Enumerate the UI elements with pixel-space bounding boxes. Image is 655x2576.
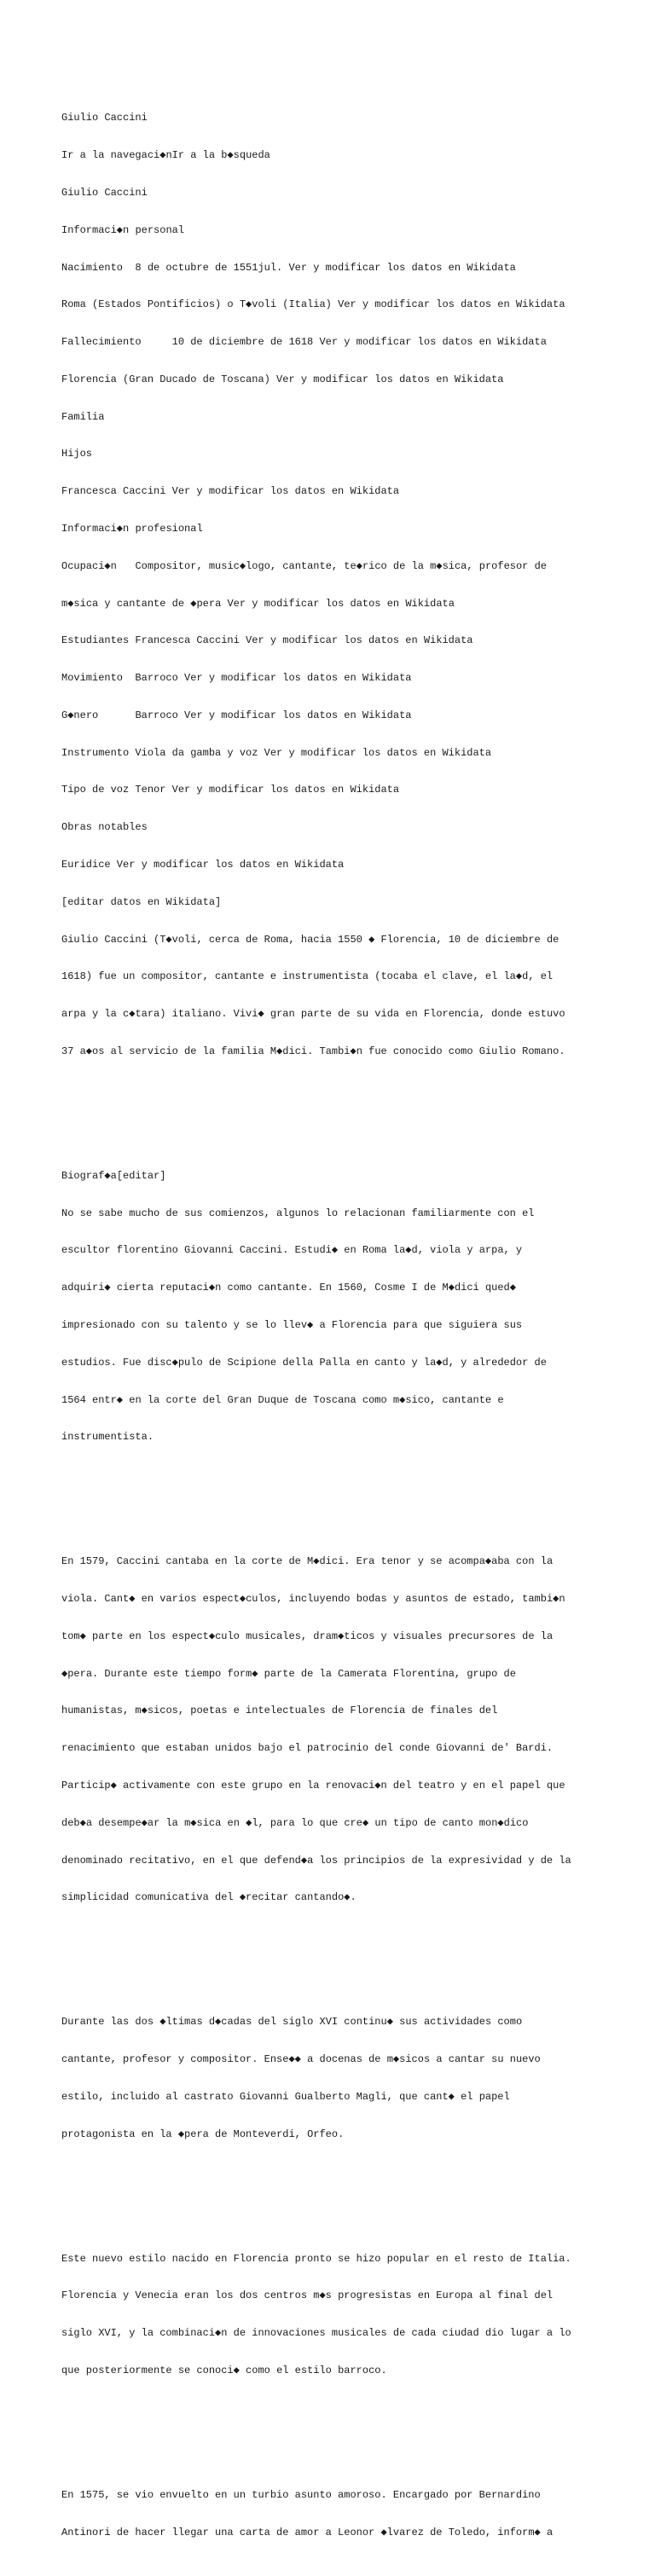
text-line: Florencia (Gran Ducado de Toscana) Ver y modificar los datos en Wikidata (61, 373, 504, 385)
text-line: que posteriormente se conoci◆ como el estilo barroco. (61, 2364, 387, 2376)
text-line: simplicidad comunicativa del ◆recitar cantando◆. (61, 1891, 356, 1904)
text-line: [editar datos en Wikidata] (61, 895, 222, 908)
text-line: Giulio Caccini (T◆voli, cerca de Roma, hacia 1550 ◆ Florencia, 10 de diciembre de (61, 933, 559, 946)
text-line: Durante las dos ◆ltimas d◆cadas del siglo XVI continu◆ sus actividades como (61, 2016, 523, 2029)
text-line: Roma (Estados Pontificios) o T◆voli (Italia) Ver y modificar los datos en Wikidata (61, 298, 565, 311)
text-line: cantante, profesor y compositor. Ense◆◆ a docenas de m◆sicos a cantar su nuevo (61, 2053, 541, 2065)
text-line: Familia (61, 410, 105, 423)
paragraph-estilo (61, 2227, 607, 2401)
text-line: estudios. Fue disc◆pulo de Scipione della Palla en canto y la◆d, y alrededor de (61, 1356, 547, 1369)
text-line: Francesca Caccini Ver y modificar los datos en Wikidata (61, 485, 400, 498)
text-line: Este nuevo estilo nacido en Florencia pronto se hizo popular en el resto de Italia. (61, 2252, 571, 2265)
text-line: En 1575, se vio envuelto en un turbio asunto amoroso. Encargado por Bernardino (61, 2488, 541, 2501)
paragraph-gap (61, 2427, 607, 2440)
text-line: Florencia y Venecia eran los dos centros m◆s progresistas en Europa al final del (61, 2289, 554, 2302)
text-line: Tipo de voz Tenor Ver y modificar los datos en Wikidata (61, 784, 400, 796)
text-line: arpa y la c◆tara) italiano. Vivi◆ gran parte de su vida en Florencia, donde estuvo (61, 1008, 565, 1021)
text-line: instrumentista. (61, 1431, 154, 1444)
paragraph-gap (61, 1108, 607, 1120)
text-line: 1564 entr◆ en la corte del Gran Duque de Toscana como m◆sico, cantante e (61, 1393, 504, 1406)
text-line: impresionado con su talento y se lo llev◆ a Florencia para que siguiera sus (61, 1318, 523, 1331)
text-line: Informaci◆n profesional (61, 522, 203, 535)
text-line: ◆pera. Durante este tiempo form◆ parte de la Camerata Florentina, grupo de (61, 1667, 516, 1680)
text-line: deb◆a desempe◆ar la m◆sica en ◆l, para lo que cre◆ un tipo de canto mon◆dico (61, 1816, 529, 1829)
text-line: Estudiantes Francesca Caccini Ver y modificar los datos en Wikidata (61, 634, 473, 647)
header-block (61, 87, 607, 1083)
text-line: Hijos (61, 448, 93, 460)
text-line: m◆sica y cantante de ◆pera Ver y modificar los datos en Wikidata (61, 597, 455, 610)
text-line: Fallecimiento 10 de diciembre de 1618 Ver y modificar los datos en Wikidata (61, 336, 547, 349)
text-line: Nacimiento 8 de octubre de 1551jul. Ver y modificar los datos en Wikidata (61, 261, 516, 274)
text-line: Ir a la navegaci◆nIr a la b◆squeda (61, 149, 270, 162)
paragraph-gap (61, 1954, 607, 1966)
text-line: Particip◆ activamente con este grupo en la renovaci◆n del teatro y en el papel que (61, 1779, 565, 1792)
text-line: siglo XVI, y la combinaci◆n de innovaciones musicales de cada ciudad dio lugar a lo (61, 2327, 571, 2340)
text-line: Antinori de hacer llegar una carta de amor a Leonor ◆lvarez de Toledo, inform◆ a (61, 2526, 554, 2538)
text-line: protagonista en la ◆pera de Monteverdi, Orfeo. (61, 2127, 345, 2140)
text-line: estilo, incluido al castrato Giovanni Gualberto Magli, que cant◆ el papel (61, 2090, 510, 2103)
paragraph-gap (61, 2191, 607, 2203)
paragraph-siglo-xvi (61, 1991, 607, 2165)
text-line: adquiri◆ cierta reputaci◆n como cantante. En 1560, Cosme I de M◆dici qued◆ (61, 1282, 516, 1294)
text-line: Movimiento Barroco Ver y modificar los datos en Wikidata (61, 672, 412, 685)
paragraph-1579 (61, 1531, 607, 1929)
text-line: Biograf◆a[editar] (61, 1169, 166, 1182)
text-line: G◆nero Barroco Ver y modificar los datos en Wikidata (61, 709, 412, 721)
paragraph-1575 (61, 2464, 607, 2564)
text-line: Instrumento Viola da gamba y voz Ver y modificar los datos en Wikidata (61, 746, 492, 759)
text-line: tom◆ parte en los espect◆culo musicales, dram◆ticos y visuales precursores de la (61, 1630, 554, 1642)
text-line: denominado recitativo, en el que defend◆a los principios de la expresividad y de la (61, 1854, 571, 1867)
text-line: En 1579, Caccini cantaba en la corte de M◆dici. Era tenor y se acompa◆aba con la (61, 1555, 554, 1568)
paragraph-biografia (61, 1145, 607, 1468)
text-line: renacimiento que estaban unidos bajo el patrocinio del conde Giovanni de' Bardi. (61, 1742, 554, 1755)
text-line: viola. Cant◆ en varios espect◆culos, incluyendo bodas y asuntos de estado, tambi◆n (61, 1593, 565, 1606)
text-line: Giulio Caccini (61, 186, 148, 199)
text-line: Euridice Ver y modificar los datos en Wikidata (61, 859, 345, 871)
text-line: No se sabe mucho de sus comienzos, algunos lo relacionan familiarmente con el (61, 1207, 535, 1219)
text-line: Giulio Caccini (61, 112, 148, 124)
text-line: Ocupaci◆n Compositor, music◆logo, cantante, te◆rico de la m◆sica, profesor de (61, 559, 547, 572)
text-line: Obras notables (61, 821, 148, 834)
paragraph-gap (61, 1493, 607, 1506)
text-line: Informaci◆n personal (61, 223, 185, 236)
document-text (61, 62, 607, 2576)
text-line: 37 a◆os al servicio de la familia M◆dici. Tambi◆n fue conocido como Giulio Romano. (61, 1045, 565, 1057)
text-line: humanistas, m◆sicos, poetas e intelectuales de Florencia de finales del (61, 1705, 498, 1717)
text-line: escultor florentino Giovanni Caccini. Estudi◆ en Roma la◆d, viola y arpa, y (61, 1244, 523, 1257)
text-line: 1618) fue un compositor, cantante e instrumentista (tocaba el clave, el la◆d, el (61, 970, 554, 983)
